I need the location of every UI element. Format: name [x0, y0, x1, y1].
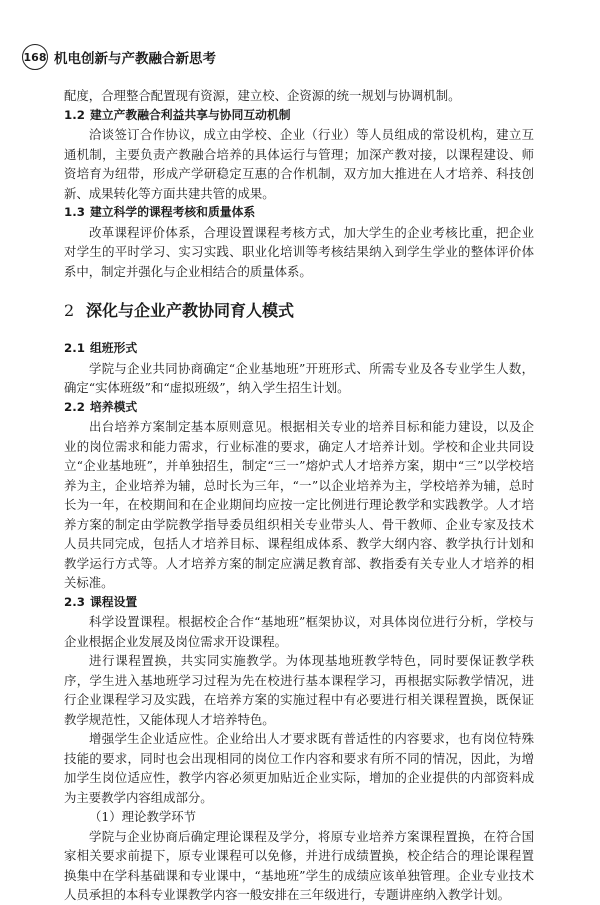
subsection-heading	[64, 106, 534, 126]
heading-number: 2.2	[64, 399, 85, 414]
heading-text: 组班形式	[90, 341, 138, 355]
page-body	[64, 86, 534, 905]
subsection-heading	[64, 398, 534, 418]
heading-number: 2	[64, 301, 75, 320]
page-number: 168	[22, 44, 48, 70]
subsection-heading	[64, 203, 534, 223]
section-heading	[64, 300, 534, 322]
heading-number: 2.3	[64, 594, 85, 609]
heading-text: 深化与企业产教协同育人模式	[86, 301, 295, 320]
heading-text: 建立产教融合利益共享与协同互动机制	[90, 107, 291, 122]
subsection-heading	[64, 593, 534, 613]
paragraph: 增强学生企业适应性。企业给出人才要求既有普适性的内容要求，也有岗位特殊技能的要求，同时也会出现相同的岗位工作内容和要求有所不同的情况，因此，为增加学生岗位适应性，教学内容必须更加贴近企业实际，增加的企业提供的内部资料成为主要教学内容组成部分。	[64, 731, 534, 805]
heading-number: 1.2	[64, 107, 85, 122]
paragraph: 出台培养方案制定基本原则意见。根据相关专业的培养目标和能力建设，以及企业的岗位需求和能力需求，行业标准的要求，确定人才培养计划。学校和企业共同设立“企业基地班”，并单独招生，制定“三一”熔炉式人才培养方案，期中“三”以学校培养为主，企业培养为辅，总时长为三年，“一”以企业培养为主，学校培养为辅，总时长为一年，在校期间和在企业期间均应按一定比例进行理论教学和实践教学。人才培养方案的制定由学院教学指导委员组织相关专业带头人、骨干教师、企业专家及技术人员共同完成，包括人才培养目标、课程组成体系、教学大纲内容、教学执行计划和教学运行方式等。人才培养方案的制定应满足教育部、教指委有关专业人才培养的相关标准。	[64, 419, 534, 590]
heading-text: 培养模式	[90, 399, 138, 414]
heading-text: 建立科学的课程考核和质量体系	[90, 205, 256, 219]
book-title: 机电创新与产教融合新思考	[54, 51, 216, 67]
paragraph: 改革课程评价体系，合理设置课程考核方式，加大学生的企业考核比重，把企业对学生的平时学习、实习实践、职业化培训等考核结果纳入到学生学业的整体评价体系中，制定并强化与企业相结合的质量体系。	[64, 224, 534, 279]
paragraph: 配度，合理整合配置现有资源，建立校、企资源的统一规划与协调机制。	[64, 88, 461, 103]
heading-number: 2.1	[64, 341, 85, 355]
page-header	[22, 44, 216, 70]
paragraph: 学院与企业共同协商确定“企业基地班”开班形式、所需专业及各专业学生人数，确定“实体班级”和“虚拟班级”，纳入学生招生计划。	[64, 360, 534, 395]
list-item: （1）理论教学环节	[89, 809, 197, 824]
heading-number: 1.3	[64, 205, 85, 219]
paragraph: 进行课程置换，共实同实施教学。为体现基地班教学特色，同时要保证教学秩序，学生进入基地班学习过程为先在校进行基本课程学习，再根据实际教学情况，进行企业课程学习及实践，在培养方案的实施过程中有必要进行相关课程置换，既保证教学规范性，又能体现人才培养特色。	[64, 653, 534, 727]
paragraph: 学院与企业协商后确定理论课程及学分，将原专业培养方案课程置换，在符合国家相关要求前提下，原专业课程可以免修，并进行成绩置换，校企结合的理论课程置换集中在学科基础课和专业课中，“基地班”学生的成绩应该单独管理。企业专业技术人员承担的本科专业课教学内容一般安排在三年级进行，专题讲座纳入教学计划。	[64, 828, 534, 902]
paragraph: 洽谈签订合作协议，成立由学校、企业（行业）等人员组成的常设机构，建立互通机制，主要负责产教融合培养的具体运行与管理；加深产教对接，以课程建设、师资培育为纽带，形成产学研稳定互惠的合作机制，双方加大推进在人才培养、科技创新、成果转化等方面共建共管的成果。	[64, 127, 534, 201]
paragraph: 科学设置课程。根据校企合作“基地班”框架协议，对具体岗位进行分析，学校与企业根据企业发展及岗位需求开设课程。	[64, 614, 534, 649]
subsection-heading	[64, 339, 534, 359]
heading-text: 课程设置	[90, 594, 138, 609]
